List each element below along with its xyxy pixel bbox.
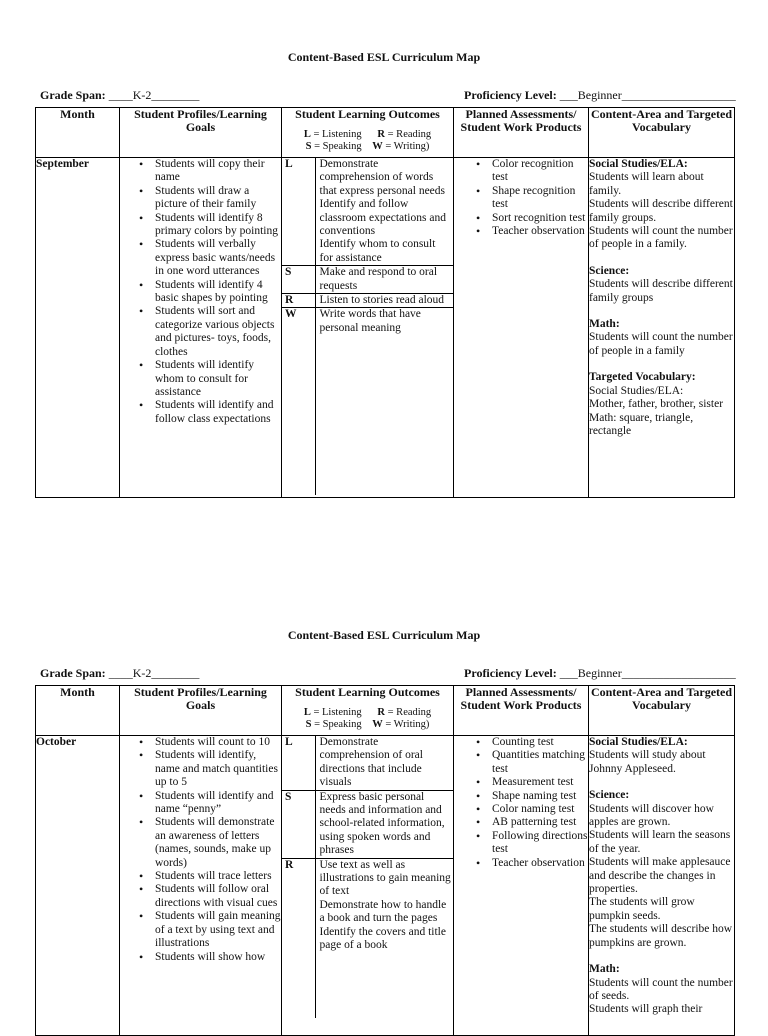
header-profiles: Student Profiles/Learning Goals xyxy=(120,686,282,736)
header-assessments: Planned Assessments/ Student Work Products xyxy=(454,686,589,736)
content-heading: Science: xyxy=(589,264,630,277)
content-block: Science: Students will discover how apples are grown. Students will learn the seasons of the year. Students will make applesauce and describe the changes in properties. The students will grow pumpkin seeds. The students will describe how pumpkins are grown. xyxy=(589,789,733,949)
grade-span-label: Grade Span: xyxy=(40,88,106,102)
outcomes-legend: L = Listening R = Reading S = Speaking W = Writing) xyxy=(303,129,432,152)
list-item: • Students will demonstrate an awareness of letters (names, sounds, make up words) xyxy=(155,816,281,870)
outcome-row xyxy=(282,308,453,495)
list-item: • AB patterning test xyxy=(492,816,588,829)
content-heading: Math: xyxy=(589,318,620,331)
outcomes-title: Student Learning Outcomes xyxy=(295,685,440,699)
outcomes-legend: L = Listening R = Reading S = Speaking W = Writing) xyxy=(303,707,432,730)
list-item: • Quantities matching test xyxy=(492,749,588,776)
content-cell xyxy=(589,158,735,498)
content-block: Targeted Vocabulary: Social Studies/ELA: Mother, father, brother, sister Math: square, triangle, rectangle xyxy=(589,371,734,438)
assessments-list xyxy=(454,736,588,870)
list-item: • Students will sort and categorize various objects and pictures- toys, foods, clothes xyxy=(155,305,281,359)
assessments-cell xyxy=(454,736,589,1036)
assessments-cell xyxy=(454,158,589,498)
proficiency-value: ___Beginner___________________ xyxy=(559,666,736,680)
list-item: • Teacher observation xyxy=(492,225,588,238)
outcome-code: S xyxy=(282,790,315,858)
proficiency-level xyxy=(464,89,736,102)
list-item: • Shape naming test xyxy=(492,790,588,803)
profiles-cell xyxy=(120,736,282,1036)
list-item: • Measurement test xyxy=(492,776,588,789)
outcomes-cell xyxy=(282,158,454,498)
outcomes-title: Student Learning Outcomes xyxy=(295,107,440,121)
list-item: • Students will identify, name and match quantities up to 5 xyxy=(155,749,281,789)
outcome-code: R xyxy=(282,294,315,308)
outcome-code: W xyxy=(282,308,315,495)
grade-span xyxy=(40,89,199,102)
month-cell: October xyxy=(36,736,120,1036)
content-block: Math: Students will count the number of seeds. Students will graph their xyxy=(589,963,733,1016)
curriculum-table xyxy=(35,107,735,498)
list-item: • Students will identify and follow class expectations xyxy=(155,399,281,426)
content-cell xyxy=(589,736,735,1036)
content-block: Social Studies/ELA: Students will study about Johnny Appleseed. xyxy=(589,736,734,776)
content-heading: Science: xyxy=(589,789,630,802)
header-row xyxy=(36,686,735,736)
curriculum-table xyxy=(35,685,735,1036)
document-title: Content-Based ESL Curriculum Map xyxy=(287,628,481,642)
content-heading: Math: xyxy=(589,963,620,976)
outcome-text: Write words that have personal meaning xyxy=(315,308,453,495)
list-item: • Students will copy their name xyxy=(155,158,281,185)
list-item: • Students will count to 10 xyxy=(155,736,281,749)
month-row xyxy=(36,158,735,498)
list-item: • Following directions test xyxy=(492,830,588,857)
list-item: • Students will identify whom to consult for assistance xyxy=(155,359,281,399)
outcome-row xyxy=(282,858,453,1018)
header-outcomes xyxy=(282,686,454,736)
header-assessments: Planned Assessments/ Student Work Products xyxy=(454,108,589,158)
outcome-code: R xyxy=(282,858,315,1018)
list-item: • Color naming test xyxy=(492,803,588,816)
list-item: • Students will identify 8 primary colors by pointing xyxy=(155,212,281,239)
header-month: Month xyxy=(36,108,120,158)
header-content: Content-Area and Targeted Vocabulary xyxy=(589,108,735,158)
list-item: • Teacher observation xyxy=(492,857,588,870)
list-item: • Students will identify 4 basic shapes by pointing xyxy=(155,279,281,306)
outcome-code: S xyxy=(282,266,315,294)
grade-span-label: Grade Span: xyxy=(40,666,106,680)
outcome-row xyxy=(282,294,453,308)
outcome-code: L xyxy=(282,158,315,266)
header-outcomes xyxy=(282,108,454,158)
list-item: • Students will trace letters xyxy=(155,870,281,883)
document-title: Content-Based ESL Curriculum Map xyxy=(287,50,481,64)
list-item: • Students will gain meaning of a text by using text and illustrations xyxy=(155,910,281,950)
list-item: • Sort recognition test xyxy=(492,212,588,225)
outcomes-cell xyxy=(282,736,454,1036)
proficiency-label: Proficiency Level: xyxy=(464,666,557,680)
header-row xyxy=(36,108,735,158)
outcome-row xyxy=(282,790,453,858)
list-item: • Counting test xyxy=(492,736,588,749)
outcome-text: Demonstrate comprehension of oral directions that include visuals xyxy=(319,736,423,789)
assessments-list xyxy=(454,158,588,238)
outcomes-table xyxy=(282,158,453,495)
grade-span xyxy=(40,667,199,680)
outcome-row xyxy=(282,158,453,266)
profiles-cell xyxy=(120,158,282,498)
proficiency-value: ___Beginner___________________ xyxy=(559,88,736,102)
list-item: • Shape recognition test xyxy=(492,185,588,212)
outcome-text: Demonstrate comprehension of words that express personal needs Identify and follow classroom expectations and conventions Identify whom to consult for assistance xyxy=(319,158,446,264)
proficiency-label: Proficiency Level: xyxy=(464,88,557,102)
grade-span-value: ____K-2________ xyxy=(108,88,200,102)
outcome-text: Listen to stories read aloud xyxy=(315,294,453,308)
list-item: • Students will show how xyxy=(155,951,281,964)
profiles-list xyxy=(120,158,281,426)
list-item: • Students will follow oral directions with visual cues xyxy=(155,883,281,910)
proficiency-level xyxy=(464,667,736,680)
outcome-row xyxy=(282,266,453,294)
month-row xyxy=(36,736,735,1036)
list-item: • Color recognition test xyxy=(492,158,588,185)
outcome-text: Make and respond to oral requests xyxy=(315,266,453,294)
content-heading: Targeted Vocabulary: xyxy=(589,371,696,384)
header-profiles: Student Profiles/Learning Goals xyxy=(120,108,282,158)
content-block: Math: Students will count the number of people in a family xyxy=(589,318,733,357)
grade-span-value: ____K-2________ xyxy=(108,666,200,680)
outcome-text: Use text as well as illustrations to gain meaning of text Demonstrate how to handle a book and turn the pages Identify the covers and title page of a book xyxy=(315,858,453,1018)
list-item: • Students will identify and name “penny” xyxy=(155,790,281,817)
outcome-code: L xyxy=(282,736,315,790)
profiles-list xyxy=(120,736,281,964)
content-block: Social Studies/ELA: Students will learn about family. Students will describe different family groups. Students will count the number of people in a family. xyxy=(589,158,733,251)
outcome-text: Express basic personal needs and information and school-related information, using spoken words and phrases xyxy=(315,790,453,858)
content-heading: Social Studies/ELA: xyxy=(589,736,688,748)
header-month: Month xyxy=(36,686,120,736)
content-block: Science: Students will describe different family groups xyxy=(589,264,733,304)
list-item: • Students will verbally express basic wants/needs in one word utterances xyxy=(155,238,281,278)
header-content: Content-Area and Targeted Vocabulary xyxy=(589,686,735,736)
content-heading: Social Studies/ELA: xyxy=(589,158,688,170)
month-cell: September xyxy=(36,158,120,498)
list-item: • Students will draw a picture of their family xyxy=(155,185,281,212)
outcomes-table xyxy=(282,736,453,1018)
outcome-row xyxy=(282,736,453,790)
